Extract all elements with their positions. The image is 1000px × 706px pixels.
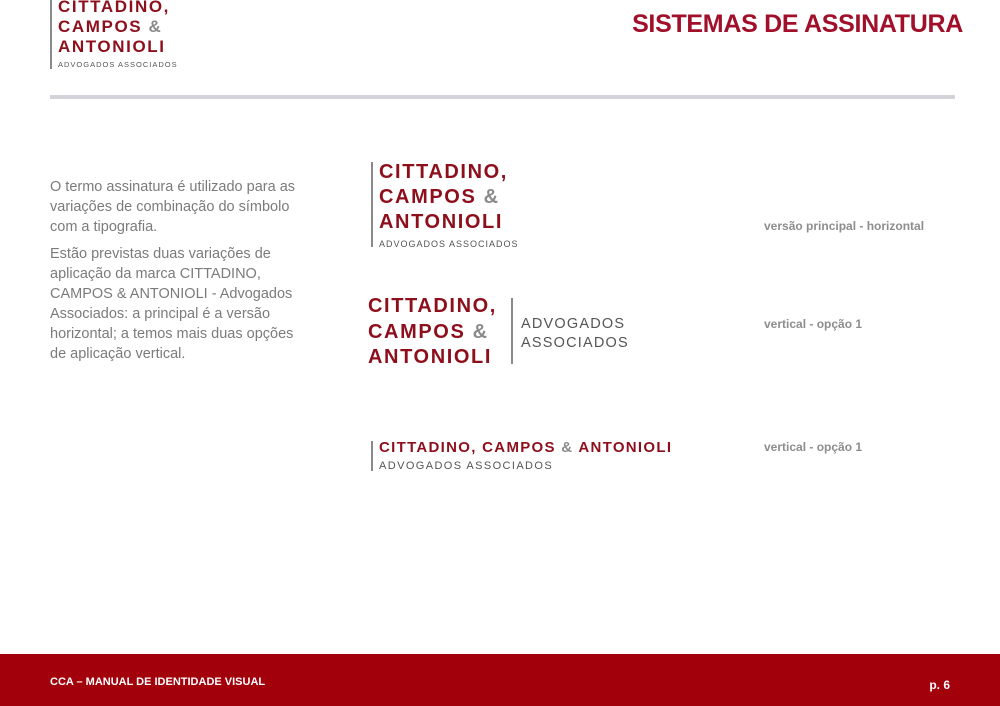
page-title: SISTEMAS DE ASSINATURA (632, 10, 963, 38)
logo-line-2 (58, 17, 178, 37)
footer-page-number: p. 6 (929, 678, 950, 692)
logo-line-1: CITTADINO, (58, 0, 171, 16)
signature-vertical-2-subtitle: ADVOGADOS ASSOCIADOS (379, 460, 554, 472)
signature-vertical-1-line-1: CITTADINO, (368, 295, 497, 317)
signature-vertical-2 (371, 439, 672, 472)
signature-vertical-1-ampersand: & (472, 320, 489, 343)
logo-subtitle: ADVOGADOS ASSOCIADOS (58, 60, 178, 69)
signature-vertical-1-line-2 (368, 320, 497, 346)
intro-text (50, 177, 305, 371)
intro-paragraph-2: Estão previstas duas variações de aplicação da marca CITTADINO, CAMPOS & ANTONIOLI - Advogados Associados: a principal é a versão horizontal; a temos mais duas opções de aplicação vertical. (50, 246, 294, 362)
signature-principal-line-2 (379, 185, 519, 210)
signature-vertical-2-name (379, 439, 672, 457)
signature-vertical-1 (368, 294, 648, 369)
signature-principal-subtitle: ADVOGADOS ASSOCIADOS (379, 239, 519, 249)
signature-vertical-2-label: vertical - opção 1 (764, 440, 863, 454)
signature-vertical-1-sub-line-1: ADVOGADOS (521, 316, 626, 332)
signature-principal-word-campos: CAMPOS (379, 186, 477, 208)
signature-principal-line-3: ANTONIOLI (379, 211, 504, 233)
signature-vertical-1-line-3: ANTONIOLI (368, 346, 493, 368)
footer (0, 654, 1000, 706)
signature-principal-label: versão principal - horizontal (764, 219, 925, 233)
header-divider (50, 95, 955, 99)
signature-principal-bar (371, 162, 373, 247)
logo-line-3: ANTONIOLI (58, 37, 166, 56)
signature-vertical-2-ampersand: & (561, 439, 574, 456)
signature-vertical-1-bar (511, 298, 513, 364)
intro-paragraph-1: O termo assinatura é utilizado para as variações de combinação do símbolo com a tipografia. (50, 179, 296, 235)
signature-vertical-1-word-campos: CAMPOS (368, 320, 466, 343)
signature-vertical-1-sub-line-2: ASSOCIADOS (521, 335, 629, 351)
signature-vertical-2-bar (371, 441, 373, 471)
header-logo (50, 0, 178, 69)
logo-ampersand: & (148, 17, 163, 36)
logo-bar (50, 0, 52, 69)
logo-word-campos: CAMPOS (58, 17, 143, 36)
signature-principal-line-1: CITTADINO, (379, 161, 508, 183)
signature-vertical-1-label: vertical - opção 1 (764, 317, 863, 331)
signature-vertical-2-part-2: ANTONIOLI (578, 439, 673, 456)
signature-principal (371, 160, 519, 249)
signature-vertical-2-part-1: CITTADINO, CAMPOS (379, 439, 556, 456)
footer-manual-title: CCA – MANUAL DE IDENTIDADE VISUAL (50, 676, 266, 688)
signature-principal-ampersand: & (483, 186, 500, 208)
